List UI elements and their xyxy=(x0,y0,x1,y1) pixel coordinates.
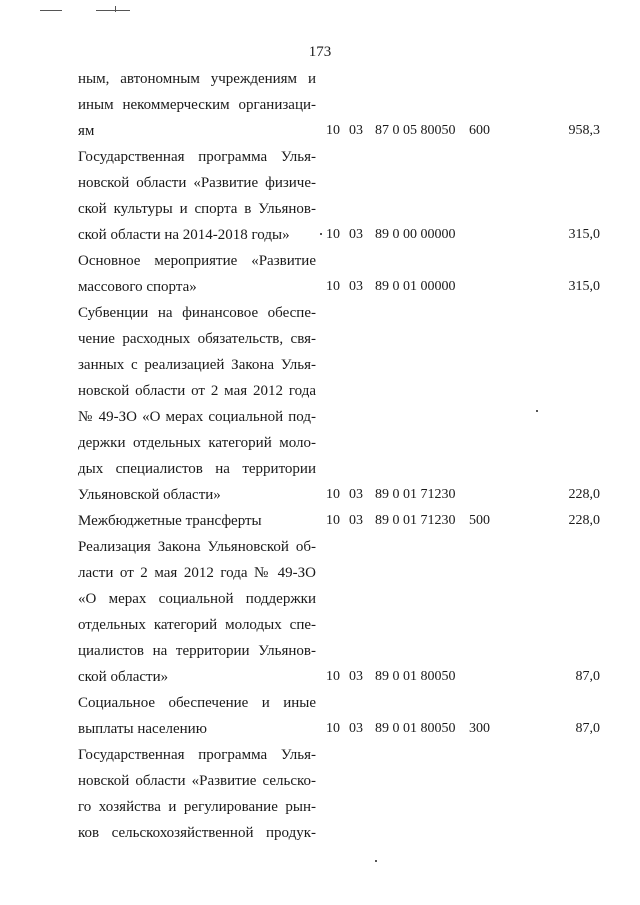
row-description-line: выплаты населению xyxy=(78,721,207,737)
amount: 315,0 xyxy=(568,279,600,294)
target-article-code: 89 0 01 71230 xyxy=(375,487,456,502)
row-description-line: новской области «Развитие сельско- xyxy=(78,773,316,789)
amount: 87,0 xyxy=(575,669,600,684)
row-description-line: циалистов на территории Ульянов- xyxy=(78,643,316,659)
expense-type-code: 300 xyxy=(469,721,490,736)
subsection-code: 03 xyxy=(349,123,363,138)
expense-type-code: 500 xyxy=(469,513,490,528)
scan-artifact xyxy=(536,410,538,412)
row-description-line: держки отдельных категорий моло- xyxy=(78,435,316,451)
amount: 315,0 xyxy=(568,227,600,242)
section-code: 10 xyxy=(326,487,340,502)
row-description-line: Реализация Закона Ульяновской об- xyxy=(78,539,316,555)
row-description-line: Основное мероприятие «Развитие xyxy=(78,253,316,269)
row-description-line: ям xyxy=(78,123,95,139)
row-description-line: отдельных категорий молодых спе- xyxy=(78,617,316,633)
row-description-line: ской культуры и спорта в Ульянов- xyxy=(78,201,316,217)
amount: 87,0 xyxy=(575,721,600,736)
subsection-code: 03 xyxy=(349,487,363,502)
row-description-line: новской области от 2 мая 2012 года xyxy=(78,383,316,399)
scan-artifact xyxy=(96,10,130,11)
expense-type-code: 600 xyxy=(469,123,490,138)
section-code: 10 xyxy=(326,279,340,294)
row-description-line: ным, автономным учреждениям и xyxy=(78,71,316,87)
row-description-line: иным некоммерческим организаци- xyxy=(78,97,316,113)
row-description-line: новской области «Развитие физиче- xyxy=(78,175,316,191)
subsection-code: 03 xyxy=(349,513,363,528)
subsection-code: 03 xyxy=(349,227,363,242)
row-description-line: ской области» xyxy=(78,669,169,685)
subsection-code: 03 xyxy=(349,669,363,684)
amount: 958,3 xyxy=(568,123,600,138)
row-description-line: занных с реализацией Закона Улья- xyxy=(78,357,316,373)
page-number: 173 xyxy=(308,44,332,60)
row-description-line: Ульяновской области» xyxy=(78,487,221,503)
section-code: 10 xyxy=(326,669,340,684)
scan-artifact xyxy=(115,6,116,12)
row-description-line: ской области на 2014-2018 годы» xyxy=(78,227,290,243)
scan-artifact xyxy=(320,233,322,235)
target-article-code: 89 0 01 80050 xyxy=(375,669,456,684)
row-description-line: ласти от 2 мая 2012 года № 49-ЗО xyxy=(78,565,316,581)
row-description-line: дых специалистов на территории xyxy=(78,461,316,477)
target-article-code: 89 0 01 80050 xyxy=(375,721,456,736)
target-article-code: 87 0 05 80050 xyxy=(375,123,456,138)
target-article-code: 89 0 01 71230 xyxy=(375,513,456,528)
amount: 228,0 xyxy=(568,513,600,528)
row-description-line: массового спорта» xyxy=(78,279,197,295)
row-description-line: го хозяйства и регулирование рын- xyxy=(78,799,316,815)
row-description-line: Государственная программа Улья- xyxy=(78,747,316,763)
scan-artifact xyxy=(40,10,62,11)
row-description-line: Государственная программа Улья- xyxy=(78,149,316,165)
row-description-line: Социальное обеспечение и иные xyxy=(78,695,316,711)
section-code: 10 xyxy=(326,721,340,736)
row-description-line: ков сельскохозяйственной продук- xyxy=(78,825,316,841)
target-article-code: 89 0 00 00000 xyxy=(375,227,456,242)
row-description-line: чение расходных обязательств, свя- xyxy=(78,331,316,347)
row-description-line: Межбюджетные трансферты xyxy=(78,513,262,529)
row-description-line: № 49-ЗО «О мерах социальной под- xyxy=(78,409,316,425)
amount: 228,0 xyxy=(568,487,600,502)
target-article-code: 89 0 01 00000 xyxy=(375,279,456,294)
scan-artifact xyxy=(375,860,377,862)
row-description-line: Субвенции на финансовое обеспе- xyxy=(78,305,316,321)
row-description-line: «О мерах социальной поддержки xyxy=(78,591,316,607)
subsection-code: 03 xyxy=(349,721,363,736)
section-code: 10 xyxy=(326,513,340,528)
subsection-code: 03 xyxy=(349,279,363,294)
section-code: 10 xyxy=(326,123,340,138)
section-code: 10 xyxy=(326,227,340,242)
